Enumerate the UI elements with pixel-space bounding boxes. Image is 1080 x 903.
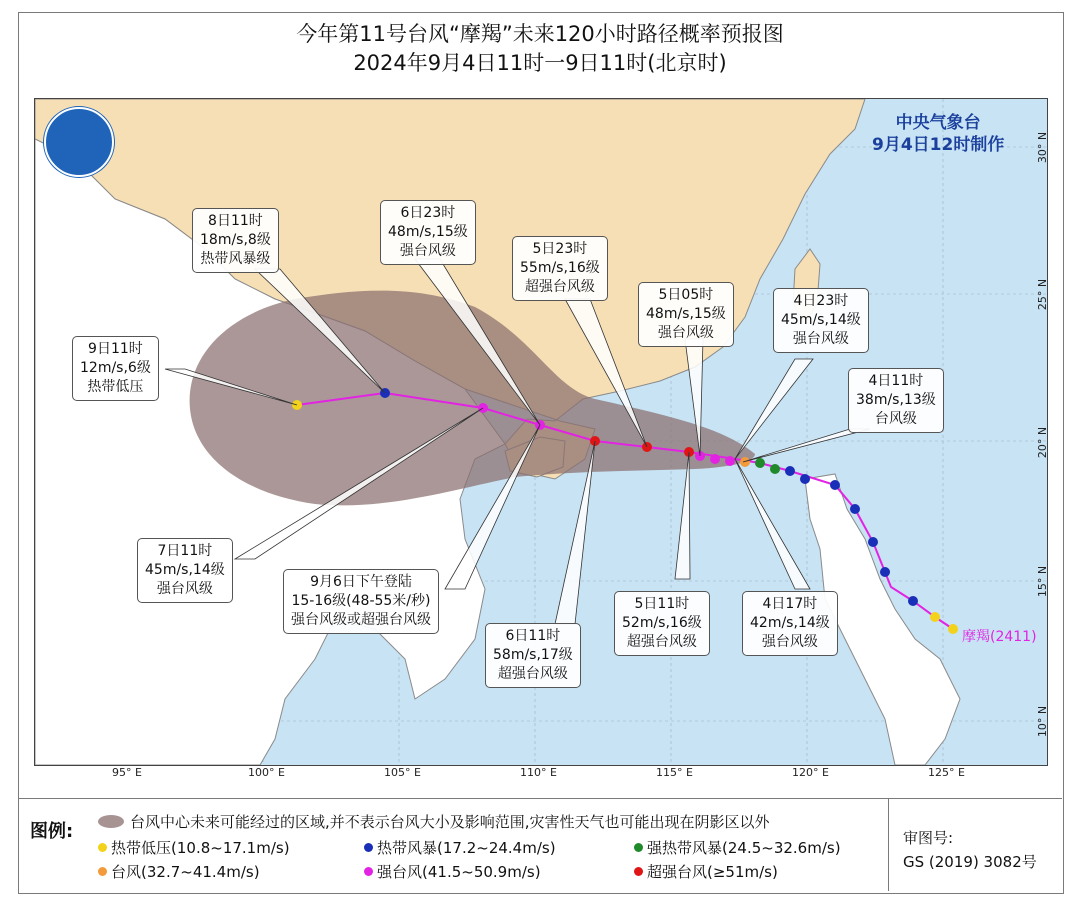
storm-name: 摩羯(2411) <box>962 629 1037 645</box>
ts-dot-icon <box>364 843 373 852</box>
lat-tick: 15° N <box>1035 565 1049 598</box>
label-9d11: 9日11时 12m/s,6级 热带低压 <box>72 336 159 401</box>
sty-dot-icon <box>364 867 373 876</box>
lat-tick: 25° N <box>1035 278 1049 311</box>
label-5d05: 5日05时 48m/s,15级 强台风级 <box>638 282 734 347</box>
lon-tick: 110° E <box>520 766 557 779</box>
approval-number: GS (2019) 3082号 <box>903 853 1037 871</box>
approval-box <box>888 799 1063 891</box>
legend-item: 强热带风暴(24.5~32.6m/s) <box>634 837 841 858</box>
lat-tick: 20° N <box>1035 426 1049 459</box>
org-made: 9月4日12时制作 <box>872 135 1005 155</box>
lon-tick: 115° E <box>656 766 693 779</box>
approval-label: 审图号: <box>903 829 954 847</box>
label-5d23: 5日23时 55m/s,16级 超强台风级 <box>512 236 608 301</box>
label-6d23: 6日23时 48m/s,15级 强台风级 <box>380 200 476 265</box>
label-6d11: 6日11时 58m/s,17级 超强台风级 <box>485 623 581 688</box>
legend-item: 热带风暴(17.2~24.4m/s) <box>364 837 556 858</box>
legend-item: 超强台风(≥51m/s) <box>634 861 778 882</box>
lon-tick: 125° E <box>928 766 965 779</box>
legend-title: 图例: <box>30 821 74 842</box>
label-4d11: 4日11时 38m/s,13级 台风级 <box>848 368 944 433</box>
legend-item: 热带低压(10.8~17.1m/s) <box>98 837 290 858</box>
superty-dot-icon <box>634 867 643 876</box>
cone-swatch-icon <box>98 815 124 828</box>
ty-dot-icon <box>98 867 107 876</box>
org-name: 中央气象台 <box>895 113 981 133</box>
lon-tick: 95° E <box>112 766 142 779</box>
organization <box>872 112 1004 156</box>
label-5d11: 5日11时 52m/s,16级 超强台风级 <box>614 591 710 656</box>
lon-tick: 120° E <box>792 766 829 779</box>
sts-dot-icon <box>634 843 643 852</box>
lon-tick: 100° E <box>248 766 285 779</box>
lon-tick: 105° E <box>384 766 421 779</box>
label-4d23: 4日23时 45m/s,14级 强台风级 <box>773 288 869 353</box>
label-4d17: 4日17时 42m/s,14级 强台风级 <box>742 591 838 656</box>
legend-cone <box>98 811 770 832</box>
td-dot-icon <box>98 843 107 852</box>
legend <box>18 798 1062 891</box>
legend-cone-text: 台风中心未来可能经过的区域,并不表示台风大小及影响范围,灾害性天气也可能出现在阴影区以外 <box>130 813 770 831</box>
label-7d11: 7日11时 45m/s,14级 强台风级 <box>137 538 233 603</box>
title-line-2: 2024年9月4日11时一9日11时(北京时) <box>353 51 727 75</box>
cma-logo-icon <box>44 107 114 177</box>
map-title <box>0 20 1080 78</box>
title-line-1: 今年第11号台风“摩羯”未来120小时路径概率预报图 <box>296 22 784 46</box>
label-landfall: 9月6日下午登陆 15-16级(48-55米/秒) 强台风级或超强台风级 <box>283 569 439 634</box>
lat-tick: 10° N <box>1035 705 1049 738</box>
legend-item: 强台风(41.5~50.9m/s) <box>364 861 541 882</box>
legend-item: 台风(32.7~41.4m/s) <box>98 861 260 882</box>
label-8d11: 8日11时 18m/s,8级 热带风暴级 <box>192 208 279 273</box>
lat-tick: 30° N <box>1035 131 1049 164</box>
